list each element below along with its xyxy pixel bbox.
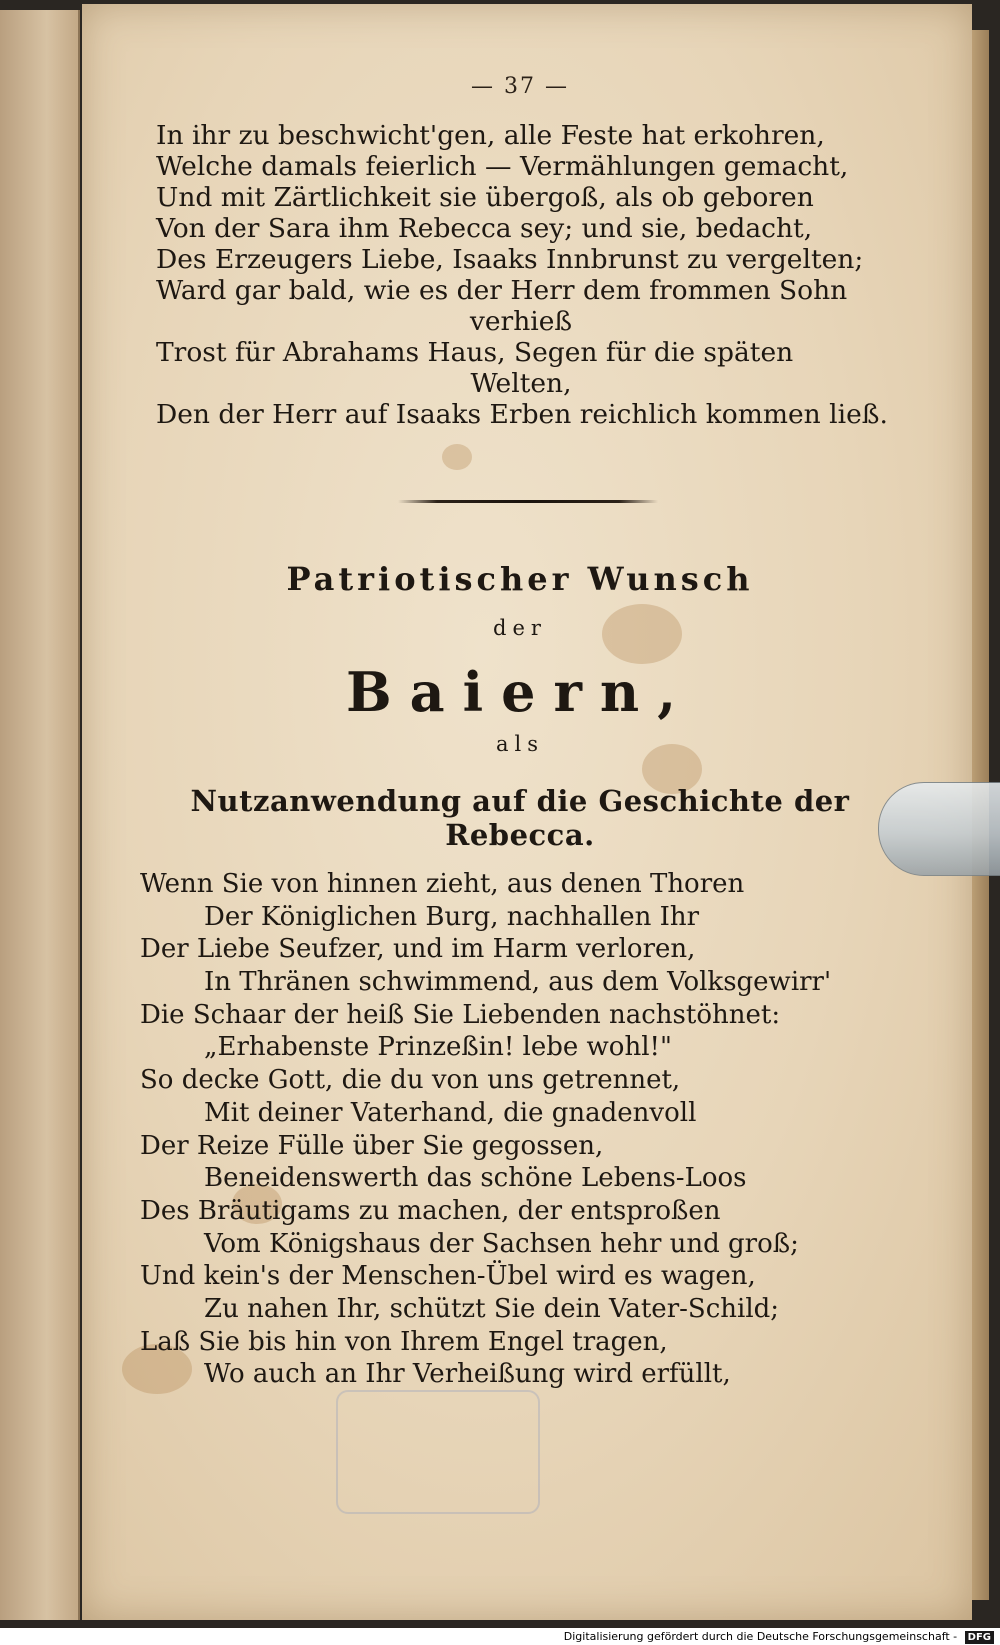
poem-line: Zu nahen Ihr, schützt Sie dein Vater-Schild; [204, 1293, 780, 1324]
title-line-1: Patriotischer Wunsch [286, 560, 754, 598]
foxing-stain [442, 444, 472, 470]
facing-page-edge [0, 10, 80, 1620]
poem-line: Vom Königshaus der Sachsen hehr und groß; [204, 1228, 799, 1259]
poem-line: Beneidenswerth das schöne Lebens-Loos [204, 1163, 747, 1194]
title-line-2: der [493, 616, 547, 640]
title-line-3: Baiern, [345, 660, 694, 724]
page-turn-handle[interactable] [878, 782, 1000, 876]
verse-line: In ihr zu beschwicht'gen, alle Feste hat erkohren, [156, 120, 825, 151]
closing-stanza [156, 120, 896, 430]
verse-line-continuation: verhieß [469, 306, 573, 337]
poem-line: Laß Sie bis hin von Ihrem Engel tragen, [140, 1326, 668, 1357]
poem-line: Des Bräutigams zu machen, der entsproßen [140, 1195, 721, 1226]
poem-title [120, 560, 920, 852]
verse-line: Ward gar bald, wie es der Herr dem frommen Sohn [156, 275, 848, 306]
poem-line: „Erhabenste Prinzeßin! lebe wohl!" [204, 1032, 672, 1063]
digitization-footer [0, 1628, 1000, 1645]
poem-line: Mit deiner Vaterhand, die gnadenvoll [204, 1097, 697, 1128]
poem-line: In Thränen schwimmend, aus dem Volksgewirr' [204, 967, 832, 998]
poem-line: So decke Gott, die du von uns getrennet, [140, 1065, 681, 1096]
poem-line: Der Liebe Seufzer, und im Harm verloren, [140, 934, 696, 965]
poem-line: Der Reize Fülle über Sie gegossen, [140, 1130, 604, 1161]
library-stamp [336, 1390, 540, 1514]
verse-line: Und mit Zärtlichkeit sie übergoß, als ob geboren [156, 182, 814, 213]
verse-line: Trost für Abrahams Haus, Segen für die späten [156, 337, 794, 368]
verse-line: Des Erzeugers Liebe, Isaaks Innbrunst zu vergelten; [156, 244, 864, 275]
page-number: — 37 — [471, 74, 569, 99]
section-divider [398, 500, 658, 503]
title-line-4: als [495, 732, 544, 756]
footer-credit: Digitalisierung gefördert durch die Deutsche Forschungsgemeinschaft - [563, 1630, 958, 1643]
dfg-logo: DFG [965, 1631, 994, 1644]
title-line-5: Nutzanwendung auf die Geschichte der Rebecca. [190, 784, 850, 852]
poem-line: Wo auch an Ihr Verheißung wird erfüllt, [204, 1359, 731, 1390]
poem-body [140, 868, 840, 1391]
poem-line: Und kein's der Menschen-Übel wird es wagen, [140, 1261, 756, 1292]
poem-line: Der Königlichen Burg, nachhallen Ihr [204, 901, 700, 932]
verse-line: Den der Herr auf Isaaks Erben reichlich kommen ließ. [156, 399, 888, 430]
verse-line-continuation: Welten, [470, 368, 572, 399]
verse-line: Von der Sara ihm Rebecca sey; und sie, bedacht, [156, 213, 813, 244]
poem-line: Wenn Sie von hinnen zieht, aus denen Thoren [140, 869, 745, 899]
verse-line: Welche damals feierlich — Vermählungen gemacht, [156, 151, 849, 182]
poem-line: Die Schaar der heiß Sie Liebenden nachstöhnet: [140, 999, 781, 1030]
